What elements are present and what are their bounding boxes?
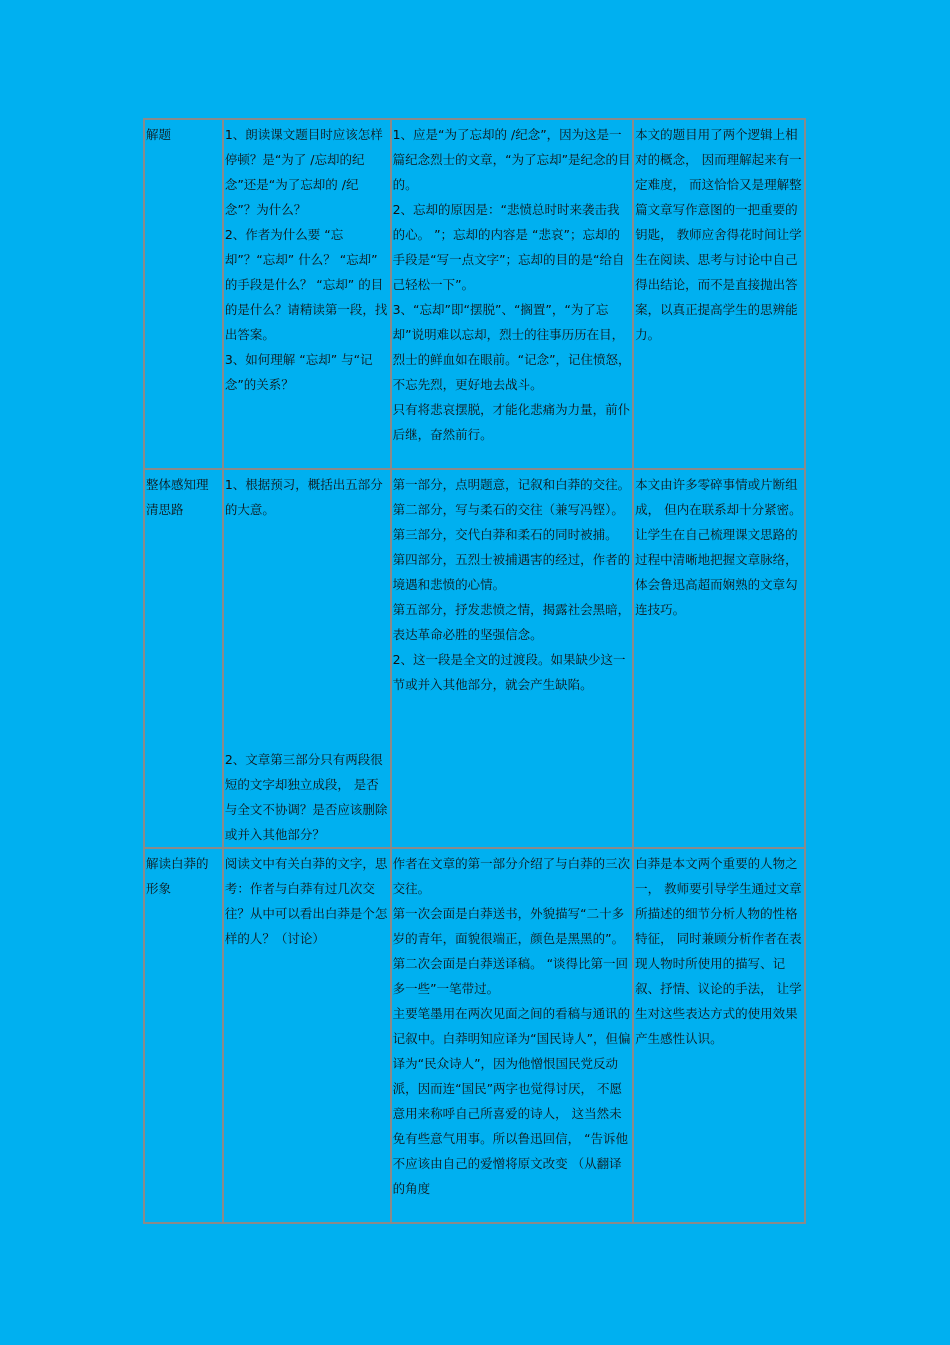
intent-cell: 本文的题目用了两个逻辑上相对的概念， 因而理解起来有一定难度， 而这恰恰又是理解整篇文章写作意图的一把重要的钥匙， 教师应舍得花时间让学生在阅读、思考与讨论中自己得出结论，而不是直接抛出答案，以真正提高学生的思辨能力。	[633, 119, 805, 469]
lesson-plan-table	[143, 118, 806, 1224]
paragraph: 1、应是“为了忘却的 /纪念”，因为这是一篇纪念烈士的文章，“为了忘却”是纪念的目的。	[392, 127, 631, 192]
paragraph: 2、文章第三部分只有两段很短的文字却独立成段， 是否与全文不协调？是否应该删除或并入其他部分？	[224, 752, 388, 842]
paragraph: 第五部分，抒发悲愤之情，揭露社会黑暗，表达革命必胜的坚强信念。	[392, 602, 631, 642]
answer-cell	[391, 119, 634, 469]
paragraph: 阅读文中有关白莽的文字，思考：作者与白莽有过几次交往？从中可以看出白莽是个怎样的人？（讨论）	[224, 856, 388, 946]
paragraph: 只有将悲哀摆脱，才能化悲痛为力量，前仆后继，奋然前行。	[392, 402, 631, 442]
answer-cell	[391, 848, 634, 1223]
activity-cell	[223, 469, 391, 848]
paragraph: 1、根据预习，概括出五部分的大意。	[224, 477, 383, 517]
paragraph: 作者在文章的第一部分介绍了与白莽的三次交往。	[392, 856, 631, 896]
paragraph: 主要笔墨用在两次见面之间的看稿与通讯的记叙中。白莽明知应译为“国民诗人”，但偏译为“民众诗人”，因为他憎恨国民党反动派，因而连“国民”两字也觉得讨厌， 不愿意用来称呼自己所喜爱的诗人， 这当然未免有些意气用事。所以鲁迅回信， “告诉他不应该由自己的爱憎将原文改变 （从翻译的角度	[392, 1006, 631, 1196]
paragraph: 2、这一段是全文的过渡段。如果缺少这一节或并入其他部分，就会产生缺陷。	[392, 652, 626, 692]
paragraph: 第一次会面是白莽送书，外貌描写“二十多岁的青年，面貌很端正，颜色是黑黑的”。	[392, 906, 625, 946]
stage-cell: 整体感知理清思路	[144, 469, 223, 848]
table-row	[144, 469, 805, 848]
paragraph: 第一部分，点明题意，记叙和白莽的交往。	[392, 477, 631, 492]
paragraph: 1、朗读课文题目时应该怎样停顿？是“为了 /忘却的纪念”还是“为了忘却的 /纪念”？为什么？	[224, 127, 383, 217]
paragraph: 3、“忘却”即“摆脱”、“搁置”，“为了忘却”说明难以忘却，烈士的往事历历在目，烈士的鲜血如在眼前。“记念”，记住愤怒，不忘先烈，更好地去战斗。	[392, 302, 631, 392]
paragraph: 2、忘却的原因是：“悲愤总时时来袭击我的心。 ”；忘却的内容是 “悲哀”；忘却的手段是“写一点文字”；忘却的目的是“给自己轻松一下”。	[392, 202, 625, 292]
stage-cell: 解读白莽的形象	[144, 848, 223, 1223]
activity-cell	[223, 848, 391, 1223]
paragraph: 2、作者为什么要 “忘却”？“忘却” 什么？ “忘却” 的手段是什么？ “忘却” 的目的是什么？请精读第一段，找出答案。	[224, 227, 388, 342]
stage-cell: 解题	[144, 119, 223, 469]
paragraph: 3、如何理解 “忘却” 与“记念”的关系？	[224, 352, 373, 392]
paragraph: 第二次会面是白莽送译稿。 “谈得比第一回多一些”一笔带过。	[392, 956, 629, 996]
paragraph: 第二部分，写与柔石的交往（兼写冯铿）。	[392, 502, 624, 517]
table-row	[144, 119, 805, 469]
answer-cell	[391, 469, 634, 848]
table-row	[144, 848, 805, 1223]
intent-cell: 白莽是本文两个重要的人物之一， 教师要引导学生通过文章所描述的细节分析人物的性格特征， 同时兼顾分析作者在表现人物时所使用的描写、记叙、抒情、议论的手法， 让学生对这些表达方式的使用效果产生感性认识。	[633, 848, 805, 1223]
activity-cell	[223, 119, 391, 469]
paragraph: 第三部分，交代白莽和柔石的同时被捕。	[392, 527, 618, 542]
paragraph: 第四部分，五烈士被捕遇害的经过，作者的境遇和悲愤的心情。	[392, 552, 631, 592]
intent-cell: 本文由许多零碎事情或片断组成， 但内在联系却十分紧密。让学生在自己梳理课文思路的过程中清晰地把握文章脉络， 体会鲁迅高超而娴熟的文章勾连技巧。	[633, 469, 805, 848]
